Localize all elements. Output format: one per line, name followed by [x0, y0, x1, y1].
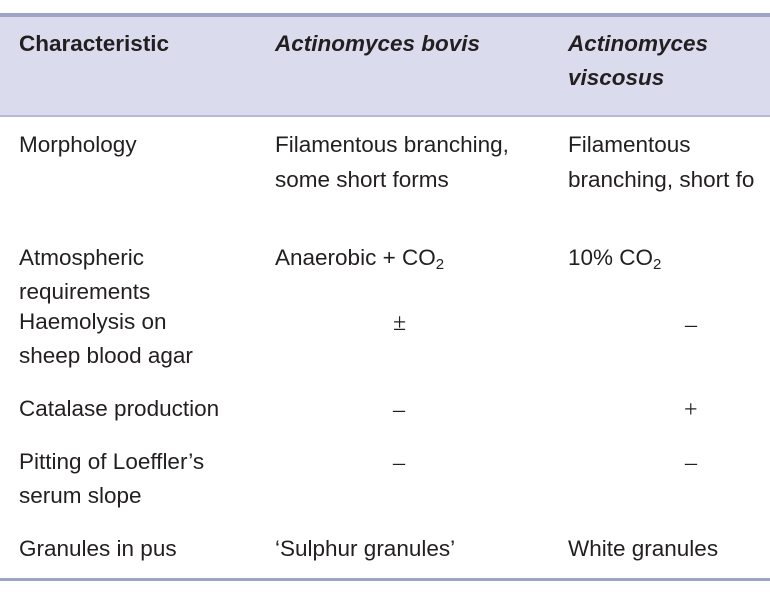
header-actinomyces-viscosus-line2: viscosus	[568, 65, 665, 90]
row-morphology-bovis-line2: some short forms	[275, 167, 449, 192]
row-pitting-label-line1: Pitting of Loeffler’s	[19, 449, 205, 474]
row-morphology-viscosus-line2: branching, short fo	[568, 167, 755, 192]
row-atmospheric-label-line2: requirements	[19, 279, 151, 304]
row-catalase-bovis-symbol: –	[393, 397, 405, 423]
row-haemolysis-label-line2: sheep blood agar	[19, 343, 193, 368]
header-characteristic: Characteristic	[19, 31, 170, 56]
row-atmospheric-bovis-subscript: 2	[435, 256, 445, 273]
row-haemolysis-label-line1: Haemolysis on	[19, 309, 167, 334]
row-pitting-label-line2: serum slope	[19, 483, 142, 508]
row-granules-viscosus: White granules	[568, 536, 719, 561]
row-granules-bovis: ‘Sulphur granules’	[275, 536, 456, 561]
row-granules-label: Granules in pus	[19, 536, 177, 561]
table-bottom-rule	[0, 578, 770, 581]
row-catalase-label: Catalase production	[19, 396, 220, 421]
row-pitting-viscosus-symbol: –	[685, 450, 697, 476]
row-pitting-bovis-symbol: –	[393, 450, 405, 476]
row-haemolysis-viscosus-symbol: –	[685, 312, 697, 338]
header-actinomyces-bovis: Actinomyces bovis	[275, 31, 481, 56]
row-atmospheric-viscosus-text: 10% CO	[568, 245, 654, 270]
row-catalase-viscosus-symbol: +	[684, 397, 698, 423]
row-atmospheric-viscosus-subscript: 2	[653, 256, 662, 273]
row-atmospheric-viscosus	[568, 240, 661, 275]
row-morphology-bovis-line1: Filamentous branching,	[275, 132, 509, 157]
row-morphology-label: Morphology	[19, 132, 137, 157]
row-atmospheric-bovis	[275, 240, 444, 275]
header-actinomyces-viscosus-line1: Actinomyces	[568, 31, 709, 56]
table-header-rule	[0, 115, 770, 117]
row-atmospheric-bovis-text: Anaerobic + CO	[275, 245, 436, 270]
row-atmospheric-label-line1: Atmospheric	[19, 245, 145, 270]
row-morphology-viscosus-line1: Filamentous	[568, 132, 691, 157]
row-haemolysis-bovis-symbol: ±	[393, 310, 407, 336]
